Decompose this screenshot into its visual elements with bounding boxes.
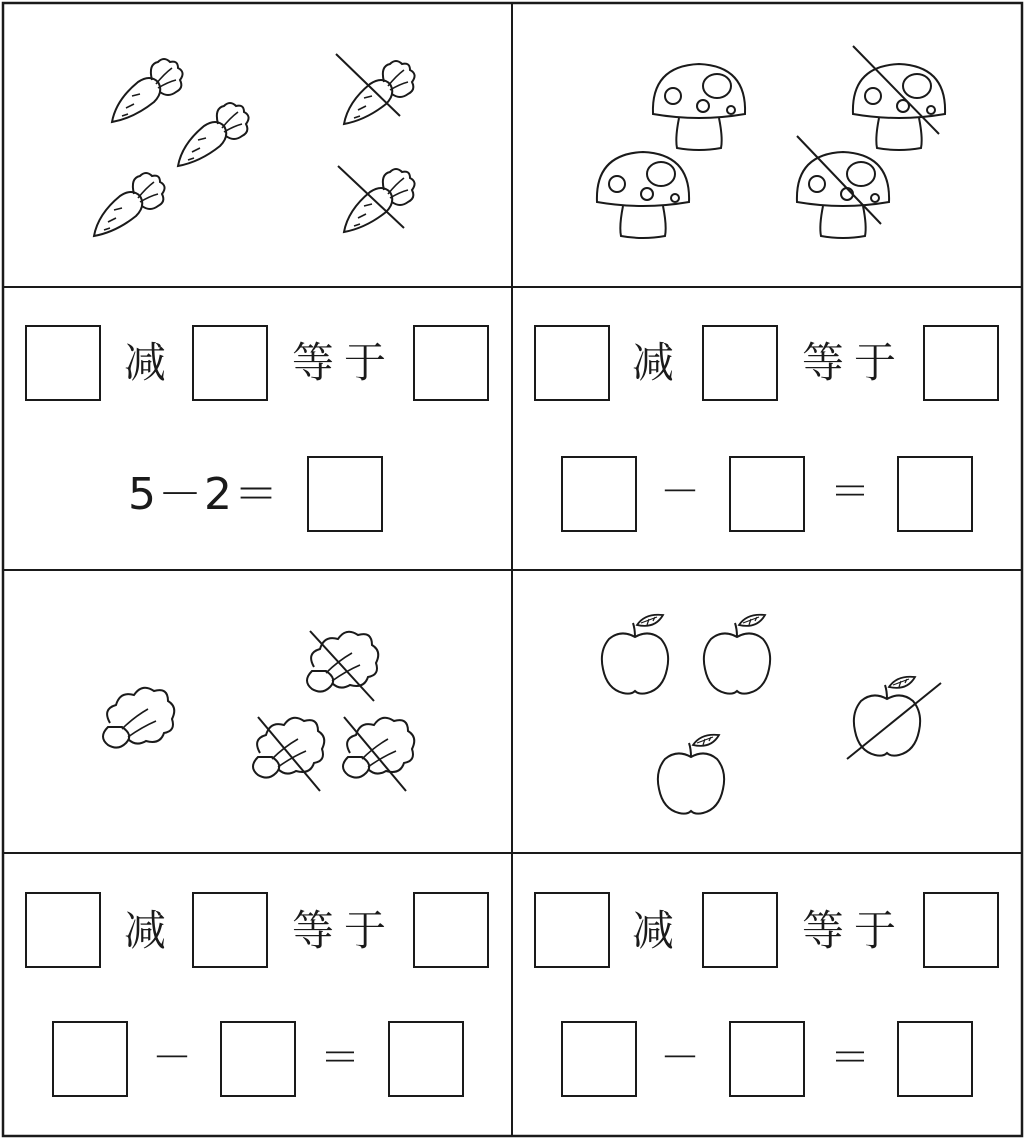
answer-box[interactable]	[897, 1021, 973, 1097]
equals-word: 等于	[802, 338, 907, 387]
answer-box[interactable]	[923, 325, 999, 401]
equals-word: 等于	[292, 338, 397, 387]
apple-icon	[658, 735, 724, 814]
answer-box[interactable]	[192, 325, 268, 401]
minus-sign: －	[660, 1035, 700, 1081]
answer-box[interactable]	[534, 892, 610, 968]
minus-word: 减	[632, 338, 675, 387]
answer-box[interactable]	[52, 1021, 128, 1097]
carrot-icon-crossed	[336, 54, 415, 124]
answer-box[interactable]	[413, 892, 489, 968]
picture-panel-mushrooms	[513, 4, 1021, 286]
answer-box[interactable]	[25, 892, 101, 968]
carrot-icon-crossed	[338, 166, 415, 232]
picture-panel-cabbages	[4, 571, 511, 852]
minus-sign: －	[152, 1035, 192, 1081]
carrot-icon	[94, 173, 165, 236]
cabbage-icon-crossed	[343, 717, 414, 791]
mushroom-icon-crossed	[853, 46, 945, 150]
answer-box[interactable]	[388, 1021, 464, 1097]
cabbage-icon-crossed	[307, 631, 378, 701]
answer-box[interactable]	[25, 325, 101, 401]
mushroom-icon-crossed	[797, 136, 889, 238]
cabbage-icon	[103, 688, 174, 748]
answer-box[interactable]	[702, 892, 778, 968]
equals-word: 等于	[802, 906, 907, 955]
answer-box[interactable]	[729, 1021, 805, 1097]
equals-sign: ＝	[830, 469, 870, 515]
equals-sign: ＝	[830, 1035, 870, 1081]
answer-box[interactable]	[307, 456, 383, 532]
answer-box[interactable]	[534, 325, 610, 401]
answer-box[interactable]	[220, 1021, 296, 1097]
picture-panel-carrots	[4, 4, 511, 286]
equation-text: 5－2＝	[128, 469, 280, 520]
equals-word: 等于	[292, 906, 397, 955]
answer-box[interactable]	[923, 892, 999, 968]
mushroom-icon	[597, 152, 689, 238]
answer-box[interactable]	[702, 325, 778, 401]
answer-box[interactable]	[413, 325, 489, 401]
picture-panel-apples	[513, 571, 1021, 852]
carrot-icon	[112, 59, 183, 122]
answer-box[interactable]	[561, 1021, 637, 1097]
minus-sign: －	[660, 469, 700, 515]
answer-box[interactable]	[192, 892, 268, 968]
answer-box[interactable]	[729, 456, 805, 532]
minus-word: 减	[124, 338, 167, 387]
answer-box[interactable]	[897, 456, 973, 532]
apple-icon	[704, 615, 770, 694]
cabbage-icon-crossed	[253, 717, 324, 791]
apple-icon	[602, 615, 668, 694]
minus-word: 减	[632, 906, 675, 955]
answer-box[interactable]	[561, 456, 637, 532]
mushroom-icon	[653, 64, 745, 150]
equals-sign: ＝	[320, 1035, 360, 1081]
minus-word: 减	[124, 906, 167, 955]
carrot-icon	[178, 103, 249, 166]
apple-icon-crossed	[847, 677, 941, 759]
